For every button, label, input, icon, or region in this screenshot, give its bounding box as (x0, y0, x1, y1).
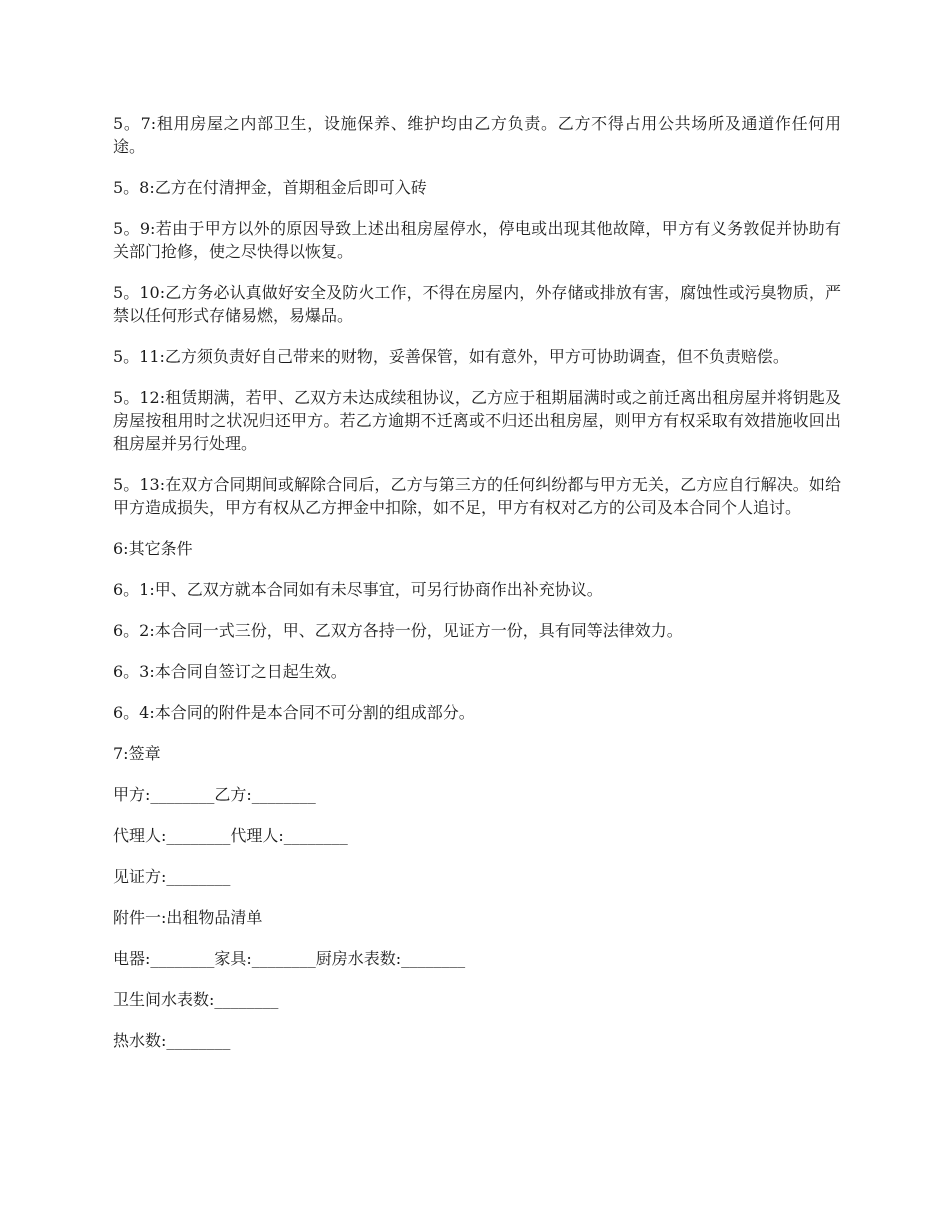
appendix-hot-water-line: 热水数:________ (113, 1031, 231, 1050)
appendix-heading: 附件一:出租物品清单 (113, 908, 263, 927)
clause-6-2: 6。2:本合同一式三份，甲、乙双方各持一份，见证方一份，具有同等法律效力。 (113, 621, 683, 640)
clause-5-8: 5。8:乙方在付清押金，首期租金后即可入砖 (113, 178, 427, 197)
signature-witness-line: 见证方:________ (113, 867, 231, 886)
clause-5-7: 5。7:租用房屋之内部卫生，设施保养、维护均由乙方负责。乙方不得占用公共场所及通道作任何用途。 (113, 114, 841, 156)
section-6-heading: 6:其它条件 (113, 539, 193, 558)
clause-6-4: 6。4:本合同的附件是本合同不可分割的组成部分。 (113, 703, 475, 722)
signature-agent-line: 代理人:________代理人:________ (113, 826, 348, 845)
appendix-bathroom-meter-line: 卫生间水表数:________ (113, 990, 279, 1009)
clause-5-11: 5。11:乙方须负责好自己带来的财物，妥善保管，如有意外，甲方可协助调查，但不负责赔偿。 (113, 347, 789, 366)
document-body (113, 112, 841, 1070)
appendix-appliances-line: 电器:________家具:________厨房水表数:________ (113, 949, 466, 968)
clause-5-9: 5。9:若由于甲方以外的原因导致上述出租房屋停水，停电或出现其他故障，甲方有义务敦促并协助有关部门抢修，使之尽快得以恢复。 (113, 219, 841, 261)
clause-6-1: 6。1:甲、乙双方就本合同如有未尽事宜，可另行协商作出补充协议。 (113, 580, 603, 599)
clause-5-12: 5。12:租赁期满，若甲、乙双方未达成续租协议，乙方应于租期届满时或之前迁离出租房屋并将钥匙及房屋按租用时之状况归还甲方。若乙方逾期不迁离或不归还出租房屋，则甲方有权采取有效措施收回出租房屋并另行处理。 (113, 388, 841, 453)
clause-6-3: 6。3:本合同自签订之日起生效。 (113, 662, 347, 681)
section-7-heading: 7:签章 (113, 744, 161, 763)
clause-5-13: 5。13:在双方合同期间或解除合同后，乙方与第三方的任何纠纷都与甲方无关，乙方应自行解决。如给甲方造成损失，甲方有权从乙方押金中扣除，如不足，甲方有权对乙方的公司及本合同个人追讨。 (113, 475, 841, 517)
signature-party-line: 甲方:________乙方:________ (113, 785, 316, 804)
clause-5-10: 5。10:乙方务必认真做好安全及防火工作，不得在房屋内，外存储或排放有害，腐蚀性或污臭物质，严禁以任何形式存储易燃，易爆品。 (113, 283, 841, 325)
